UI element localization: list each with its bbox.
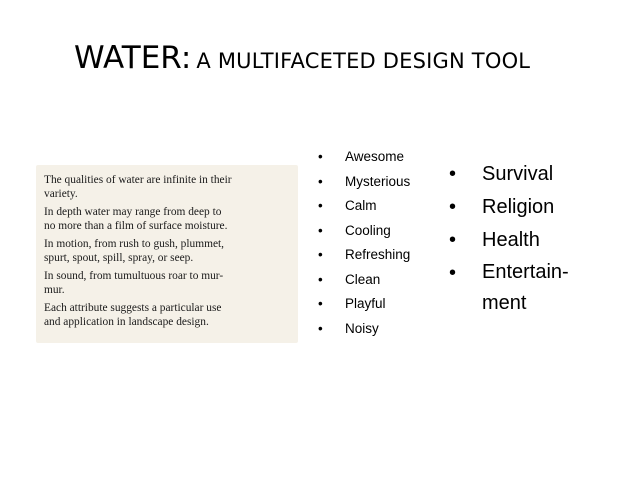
attribute-item: • Playful bbox=[317, 292, 410, 317]
purpose-label: Survival bbox=[482, 163, 554, 185]
excerpt-paragraph bbox=[44, 301, 294, 329]
excerpt-paragraph bbox=[44, 237, 294, 265]
purpose-label: • Entertain- bbox=[482, 261, 569, 283]
slide-title bbox=[74, 40, 530, 76]
purpose-label: Religion bbox=[482, 196, 555, 218]
excerpt-line: no more than a film of surface moisture. bbox=[44, 220, 228, 233]
purpose-item bbox=[446, 257, 569, 319]
attribute-item: • Cooling bbox=[317, 219, 410, 244]
attribute-item: • Noisy bbox=[317, 317, 410, 342]
attribute-item: • Clean bbox=[317, 268, 410, 293]
excerpt-paragraph bbox=[44, 173, 294, 201]
attributes-list bbox=[317, 145, 410, 341]
attribute-item: • Awesome bbox=[317, 145, 410, 170]
attribute-item: • Calm bbox=[317, 194, 410, 219]
purpose-label-continued: ment bbox=[482, 292, 527, 314]
title-subtitle: A MULTIFACETED DESIGN TOOL bbox=[196, 49, 531, 73]
excerpt-line: Each attribute suggests a particular use bbox=[44, 302, 222, 314]
excerpt-line: In depth water may range from deep to bbox=[44, 206, 222, 218]
excerpt-paragraph bbox=[44, 269, 294, 297]
purpose-label: Health bbox=[482, 229, 540, 251]
purpose-item bbox=[446, 224, 569, 257]
excerpt-line: In motion, from rush to gush, plummet, bbox=[44, 238, 225, 250]
title-main: WATER: bbox=[74, 40, 192, 76]
attribute-item: • Refreshing bbox=[317, 243, 410, 268]
book-excerpt-image bbox=[36, 165, 298, 343]
excerpt-paragraph bbox=[44, 205, 294, 233]
excerpt-line: mur. bbox=[44, 284, 65, 297]
purposes-list bbox=[446, 158, 569, 319]
purpose-item bbox=[446, 158, 569, 191]
excerpt-line: The qualities of water are infinite in their bbox=[44, 174, 232, 186]
excerpt-line: and application in landscape design. bbox=[44, 316, 209, 329]
purpose-item bbox=[446, 191, 569, 224]
attribute-item: • Mysterious bbox=[317, 170, 410, 195]
excerpt-line: variety. bbox=[44, 188, 78, 201]
excerpt-line: In sound, from tumultuous roar to mur- bbox=[44, 270, 224, 282]
excerpt-line: spurt, spout, spill, spray, or seep. bbox=[44, 252, 194, 265]
